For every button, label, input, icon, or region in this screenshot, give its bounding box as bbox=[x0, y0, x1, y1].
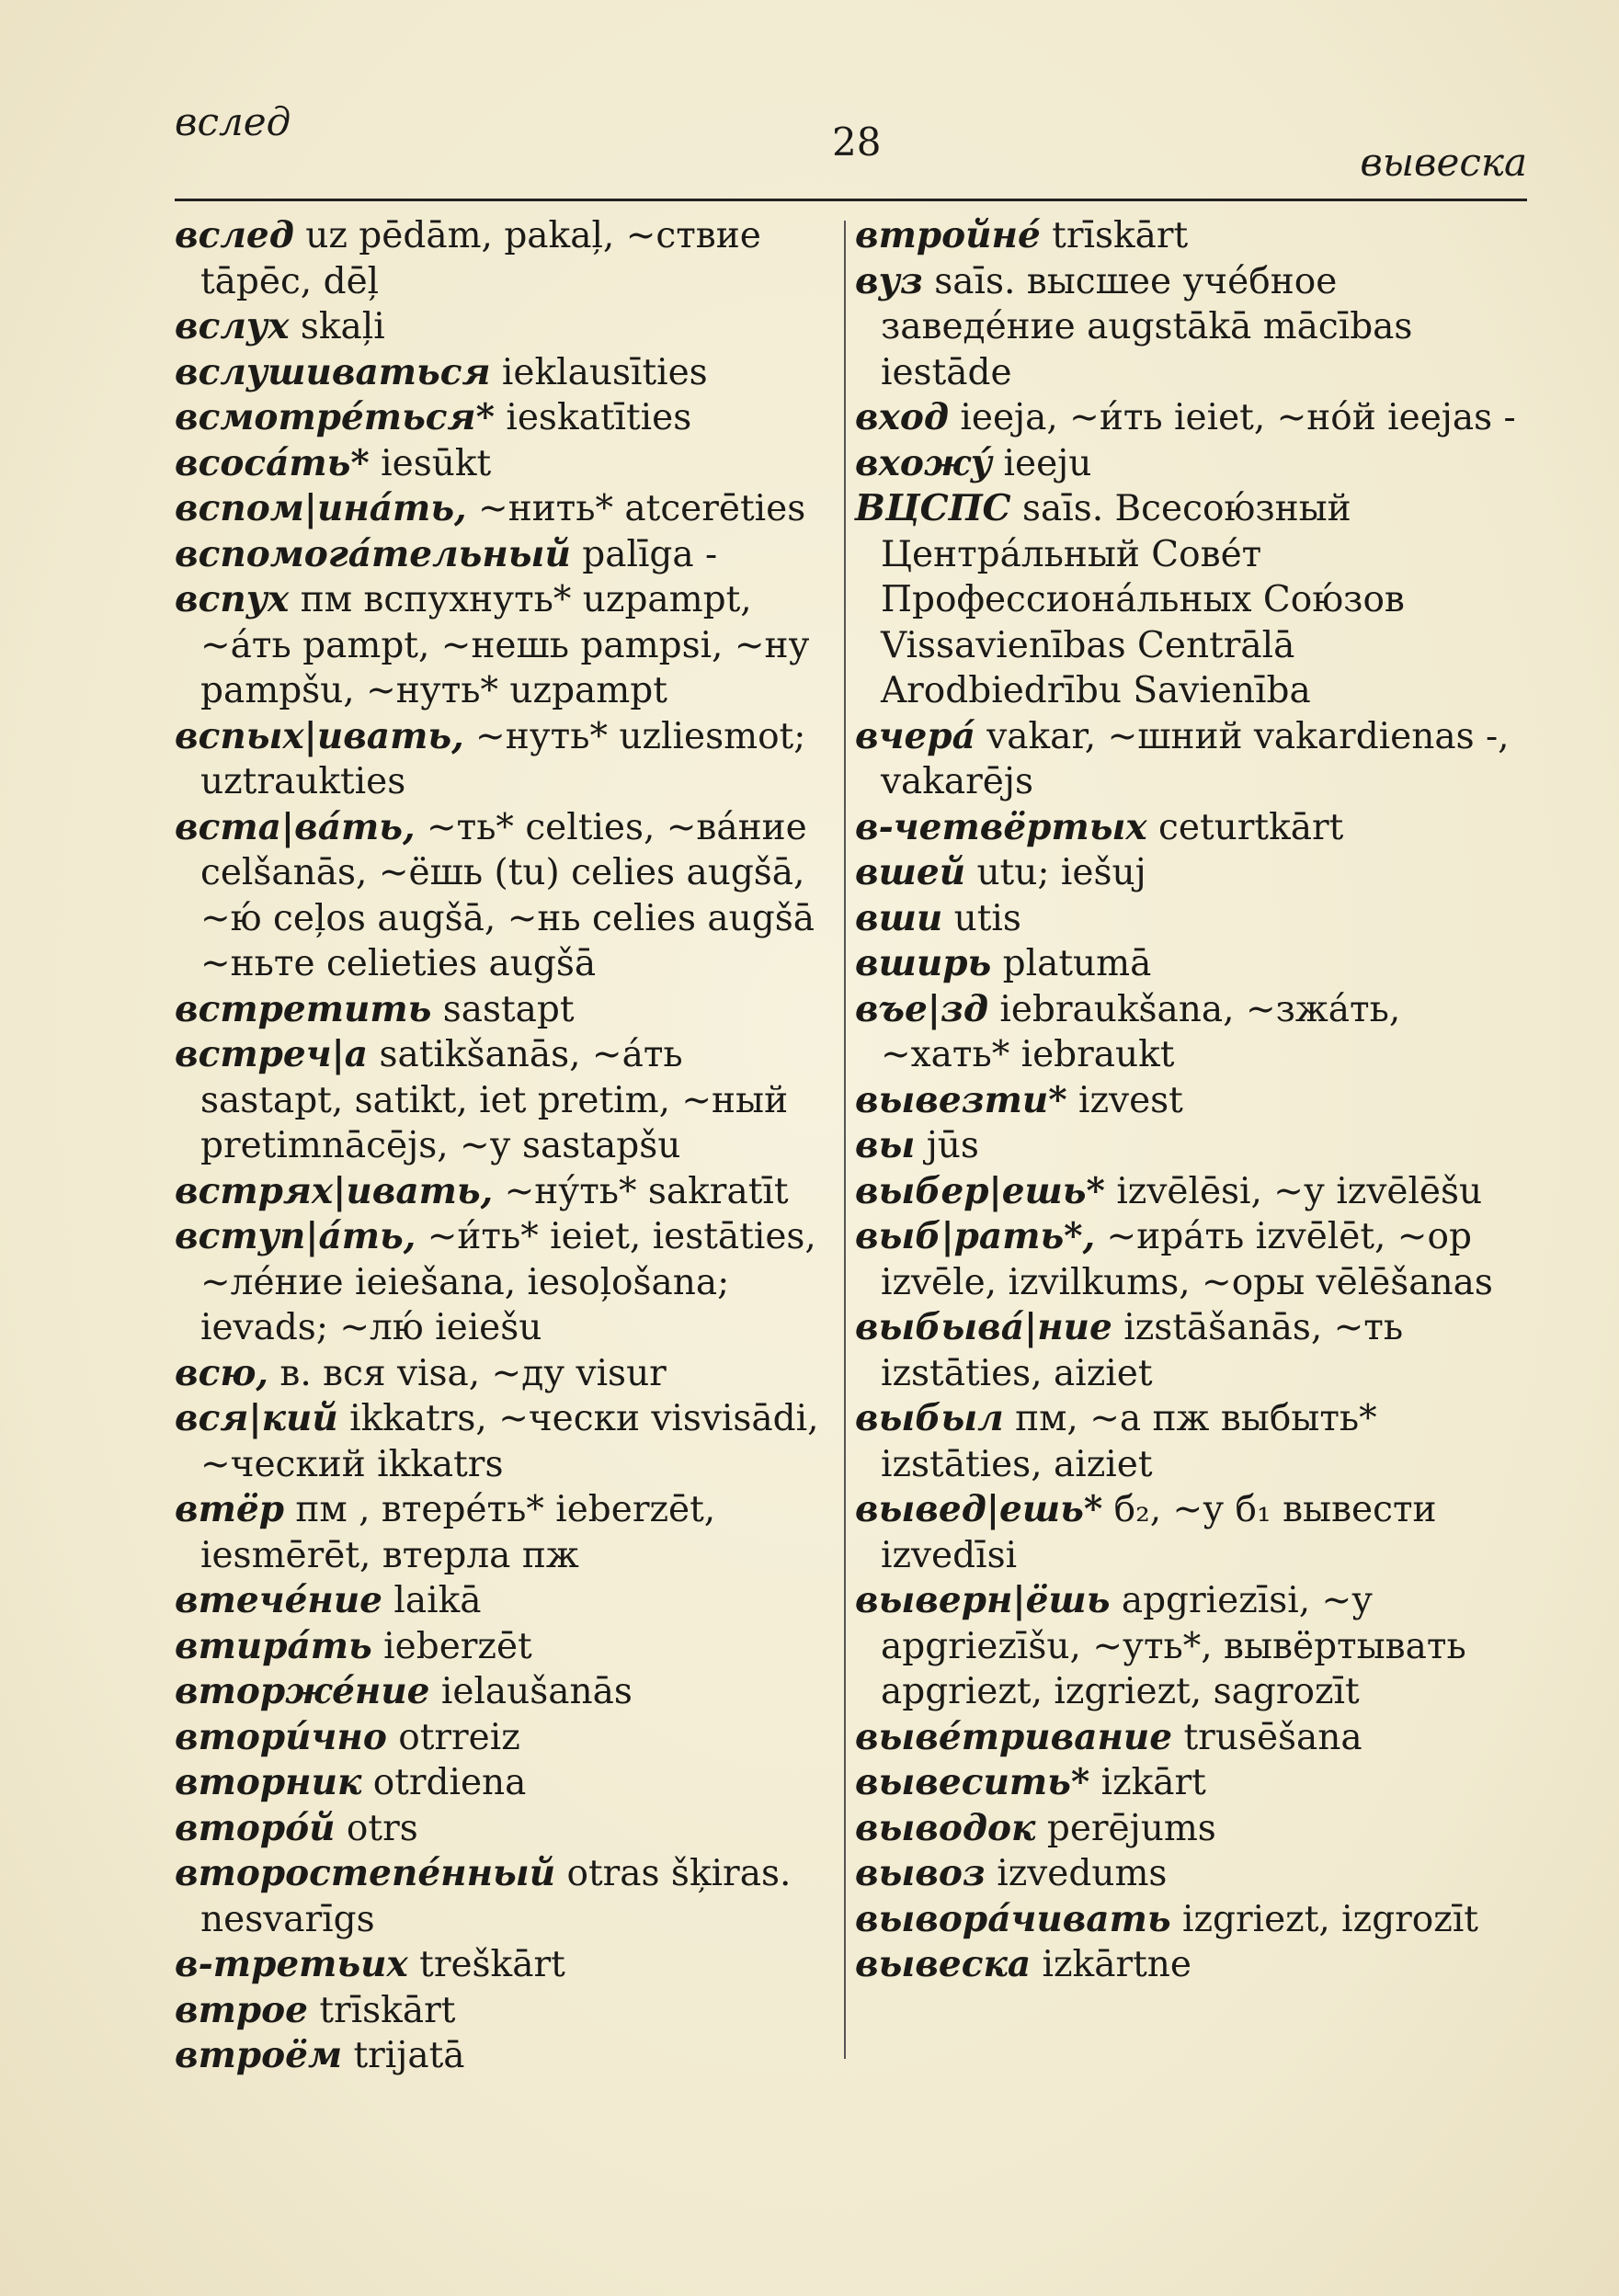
dictionary-entry bbox=[175, 577, 837, 714]
dictionary-entry bbox=[175, 1851, 837, 1942]
entry-definition: vakar, ~шний vakardienas -, vakarējs bbox=[881, 715, 1510, 802]
entry-definition: trijatā bbox=[342, 2035, 465, 2076]
left-column bbox=[175, 213, 837, 2079]
entry-headword: выбер|ешь* bbox=[855, 1169, 1105, 1212]
entry-definition: ~ира́ть izvēlēt, ~ор izvēle, izvilkums, ~оры vēlēšanas bbox=[881, 1216, 1493, 1303]
entry-definition: palīga - bbox=[570, 533, 718, 575]
dictionary-entry bbox=[175, 304, 837, 350]
entry-headword: вторже́ние bbox=[175, 1670, 430, 1712]
dictionary-entry bbox=[175, 2033, 837, 2079]
entry-headword: втроём bbox=[175, 2034, 343, 2076]
entry-headword: вшей bbox=[855, 851, 966, 893]
entry-headword: втече́ние bbox=[175, 1579, 382, 1621]
entry-definition: skaļi bbox=[289, 306, 385, 347]
entry-headword: вывед|ешь* bbox=[855, 1488, 1103, 1530]
entry-definition: apgriezīsi, ~у apgriezīšu, ~уть*, вывёртывать apgriezt, izgriezt, sagrozīt bbox=[881, 1580, 1466, 1712]
entry-headword: вывоз bbox=[855, 1852, 986, 1894]
entry-headword: вста|ва́ть, bbox=[175, 805, 416, 848]
entry-definition: iesūkt bbox=[369, 442, 492, 484]
dictionary-entry bbox=[175, 1351, 837, 1397]
dictionary-entry bbox=[175, 1988, 837, 2034]
entry-definition: laikā bbox=[382, 1580, 482, 1621]
dictionary-entry bbox=[855, 1806, 1524, 1852]
entry-headword: всоса́ть* bbox=[175, 441, 370, 484]
entry-definition: trīskārt bbox=[307, 1989, 456, 2031]
dictionary-entry bbox=[855, 941, 1524, 987]
entry-headword: вход bbox=[855, 396, 949, 438]
entry-headword: выб|рать*, bbox=[855, 1215, 1096, 1257]
dictionary-entry bbox=[855, 850, 1524, 896]
entry-definition: ieeja, ~и́ть ieiet, ~но́й ieejas - bbox=[949, 397, 1516, 438]
dictionary-entry bbox=[175, 350, 837, 396]
dictionary-entry bbox=[855, 441, 1524, 487]
entry-headword: второ́й bbox=[175, 1806, 336, 1849]
entry-definition: ~ну́ть* sakratīt bbox=[493, 1170, 789, 1212]
dictionary-entry bbox=[175, 1169, 837, 1215]
entry-definition: iebraukšana, ~зжа́ть, ~хать* iebraukt bbox=[881, 988, 1401, 1075]
entry-headword: в-третьих bbox=[175, 1943, 408, 1985]
entry-headword: вступ|а́ть, bbox=[175, 1215, 416, 1257]
entry-headword: въе|зд bbox=[855, 987, 988, 1030]
dictionary-entry bbox=[175, 395, 837, 441]
entry-definition: izkārtne bbox=[1031, 1944, 1191, 1985]
dictionary-entry bbox=[855, 1760, 1524, 1806]
dictionary-entry bbox=[855, 896, 1524, 942]
entry-headword: вхожу́ bbox=[855, 441, 993, 484]
dictionary-entry bbox=[855, 395, 1524, 441]
entry-definition: ielaušanās bbox=[429, 1671, 633, 1712]
entry-definition: saīs. высшее уче́бное заведе́ние augstākā mācības iestāde bbox=[881, 260, 1413, 393]
entry-definition: izgriezt, izgrozīt bbox=[1170, 1898, 1478, 1940]
entry-definition: treškārt bbox=[407, 1944, 565, 1985]
dictionary-entry bbox=[175, 1578, 837, 1624]
dictionary-entry bbox=[855, 805, 1524, 851]
entry-definition: ~нуть* uzliesmot; uztraukties bbox=[200, 715, 806, 802]
entry-headword: вспомога́тельный bbox=[175, 532, 571, 575]
entry-definition: otras šķiras. nesvarīgs bbox=[200, 1853, 792, 1940]
header-rule bbox=[175, 199, 1527, 201]
entry-headword: выводок bbox=[855, 1806, 1036, 1849]
entry-definition: utis bbox=[942, 897, 1021, 939]
entry-definition: trīskārt bbox=[1040, 215, 1189, 256]
entry-headword: вши bbox=[855, 896, 943, 939]
entry-headword: всю, bbox=[175, 1351, 268, 1394]
dictionary-entry bbox=[855, 1078, 1524, 1124]
dictionary-entry bbox=[855, 1715, 1524, 1761]
entry-headword: вся|кий bbox=[175, 1397, 338, 1439]
dictionary-entry bbox=[855, 1897, 1524, 1943]
entry-definition: ~и́ть* ieiet, iestāties, ~ле́ние ieiešana, iesoļošana; ievads; ~лю́ ieiešu bbox=[200, 1216, 816, 1348]
dictionary-entry bbox=[855, 1487, 1524, 1578]
entry-headword: вчера́ bbox=[855, 714, 975, 757]
entry-headword: в-четвёртых bbox=[855, 805, 1147, 848]
dictionary-entry bbox=[175, 1487, 837, 1578]
dictionary-entry bbox=[175, 532, 837, 578]
entry-definition: jūs bbox=[915, 1125, 979, 1166]
entry-headword: вы bbox=[855, 1124, 916, 1166]
entry-definition: б₂, ~у б₁ вывести izvedīsi bbox=[881, 1489, 1437, 1576]
dictionary-entry bbox=[175, 987, 837, 1033]
entry-headword: втори́чно bbox=[175, 1715, 387, 1758]
dictionary-entry bbox=[175, 1032, 837, 1169]
entry-definition: ceturtkārt bbox=[1146, 806, 1344, 848]
dictionary-entry bbox=[855, 1305, 1524, 1396]
dictionary-entry bbox=[175, 213, 837, 304]
dictionary-entry bbox=[855, 1169, 1524, 1215]
dictionary-entry bbox=[855, 714, 1524, 805]
entry-headword: выбыл bbox=[855, 1397, 1004, 1439]
entry-headword: вуз bbox=[855, 259, 923, 302]
dictionary-entry bbox=[855, 1578, 1524, 1715]
dictionary-entry bbox=[175, 1214, 837, 1351]
entry-definition: ieeju bbox=[992, 442, 1092, 484]
entry-headword: вывезти* bbox=[855, 1078, 1067, 1121]
entry-definition: ieskatīties bbox=[494, 397, 692, 438]
entry-headword: вывесить* bbox=[855, 1761, 1090, 1803]
entry-definition: izvedums bbox=[985, 1853, 1168, 1894]
entry-headword: вслушиваться bbox=[175, 350, 491, 393]
dictionary-entry bbox=[175, 441, 837, 487]
right-column bbox=[855, 213, 1524, 1988]
entry-definition: otrs bbox=[335, 1807, 418, 1849]
dictionary-entry bbox=[855, 987, 1524, 1078]
entry-definition: otrreiz bbox=[386, 1716, 520, 1758]
column-divider bbox=[844, 221, 846, 2059]
entry-headword: вывеска bbox=[855, 1943, 1032, 1985]
entry-headword: выверн|ёшь bbox=[855, 1579, 1111, 1621]
entry-definition: utu; iešuj bbox=[965, 852, 1146, 893]
entry-definition: otrdiena bbox=[361, 1762, 527, 1803]
dictionary-entry bbox=[855, 1396, 1524, 1487]
entry-headword: втира́ть bbox=[175, 1624, 372, 1667]
entry-definition: trusēšana bbox=[1172, 1716, 1362, 1758]
entry-headword: всмотре́ться* bbox=[175, 396, 495, 438]
dictionary-entry bbox=[175, 486, 837, 532]
dictionary-entry bbox=[855, 259, 1524, 396]
entry-definition: ieberzēt bbox=[371, 1625, 532, 1667]
entry-definition: ieklausīties bbox=[490, 351, 708, 393]
dictionary-entry bbox=[175, 1760, 837, 1806]
dictionary-entry bbox=[855, 1214, 1524, 1305]
entry-definition: ~ть* celties, ~ва́ние celšanās, ~ёшь (tu) celies augšā, ~ю́ ceļos augšā, ~нь celies augšā ~ньте celieties augšā bbox=[200, 806, 815, 984]
dictionary-entry bbox=[855, 1123, 1524, 1169]
entry-definition: sastapt bbox=[431, 988, 575, 1030]
entry-headword: выбыва́|ние bbox=[855, 1306, 1112, 1348]
entry-headword: второстепе́нный bbox=[175, 1852, 556, 1894]
dictionary-entry bbox=[175, 1669, 837, 1715]
entry-headword: вывора́чивать bbox=[855, 1897, 1171, 1940]
entry-headword: встрях|ивать, bbox=[175, 1169, 494, 1212]
entry-headword: вторник bbox=[175, 1761, 362, 1803]
entry-definition: izvest bbox=[1066, 1079, 1183, 1121]
dictionary-entry bbox=[855, 1942, 1524, 1988]
entry-definition: perējums bbox=[1035, 1807, 1216, 1849]
entry-definition: izvēlēsi, ~у izvēlēšu bbox=[1104, 1170, 1483, 1212]
entry-headword: втройне́ bbox=[855, 214, 1041, 256]
entry-definition: ~нить* atcerēties bbox=[466, 488, 806, 529]
entry-headword: втрое bbox=[175, 1988, 308, 2031]
entry-definition: пм, ~а пж выбыть* izstāties, aiziet bbox=[881, 1398, 1377, 1485]
entry-definition: в. вся visa, ~ду visur bbox=[268, 1352, 667, 1394]
entry-headword: втёр bbox=[175, 1488, 284, 1530]
dictionary-entry bbox=[175, 1715, 837, 1761]
dictionary-entry bbox=[175, 1396, 837, 1487]
dictionary-entry bbox=[175, 805, 837, 987]
entry-definition: пм , втере́ть* ieberzēt, iesmērēt, втерла пж bbox=[200, 1489, 716, 1576]
entry-headword: выве́тривание bbox=[855, 1715, 1173, 1758]
entry-headword: встретить bbox=[175, 987, 432, 1030]
dictionary-entry bbox=[855, 486, 1524, 714]
entry-headword: ВЦСПС bbox=[855, 487, 1011, 529]
entry-headword: встреч|а bbox=[175, 1033, 369, 1075]
dictionary-entry bbox=[175, 714, 837, 805]
entry-headword: вслед bbox=[175, 214, 294, 256]
dictionary-entry bbox=[175, 1806, 837, 1852]
entry-headword: вспух bbox=[175, 578, 290, 620]
entry-headword: вспом|ина́ть, bbox=[175, 487, 467, 529]
entry-definition: izkārt bbox=[1089, 1762, 1206, 1803]
entry-definition: platumā bbox=[991, 943, 1152, 984]
entry-definition: izstāšanās, ~ть izstāties, aiziet bbox=[881, 1307, 1404, 1394]
entry-headword: вспых|ивать, bbox=[175, 714, 464, 757]
entry-definition: satikšanās, ~а́ть sastapt, satikt, iet pretim, ~ный pretimnācējs, ~у sastapšu bbox=[200, 1034, 789, 1166]
running-head-left: вслед bbox=[175, 99, 291, 144]
entry-definition: пм вспухнуть* uzpampt, ~а́ть pampt, ~нешь pampsi, ~ну pampšu, ~нуть* uzpampt bbox=[200, 579, 810, 711]
dictionary-entry bbox=[855, 213, 1524, 259]
running-head-right: вывеска bbox=[1360, 140, 1527, 185]
entry-definition: saīs. Всесою́зный Центра́льный Сове́т Профессиона́льных Сою́зов Vissavienības Centrālā Arodbiedrību Savienība bbox=[881, 488, 1405, 711]
dictionary-entry bbox=[855, 1851, 1524, 1897]
entry-definition: ikkatrs, ~чески visvisādi, ~ческий ikkatrs bbox=[200, 1398, 819, 1485]
entry-headword: вширь bbox=[855, 942, 992, 984]
dictionary-entry bbox=[175, 1624, 837, 1670]
page-number: 28 bbox=[832, 119, 882, 165]
entry-headword: вслух bbox=[175, 305, 290, 347]
dictionary-entry bbox=[175, 1942, 837, 1988]
entry-definition: uz pēdām, pakaļ, ~ствие tāpēc, dēļ bbox=[200, 215, 761, 302]
